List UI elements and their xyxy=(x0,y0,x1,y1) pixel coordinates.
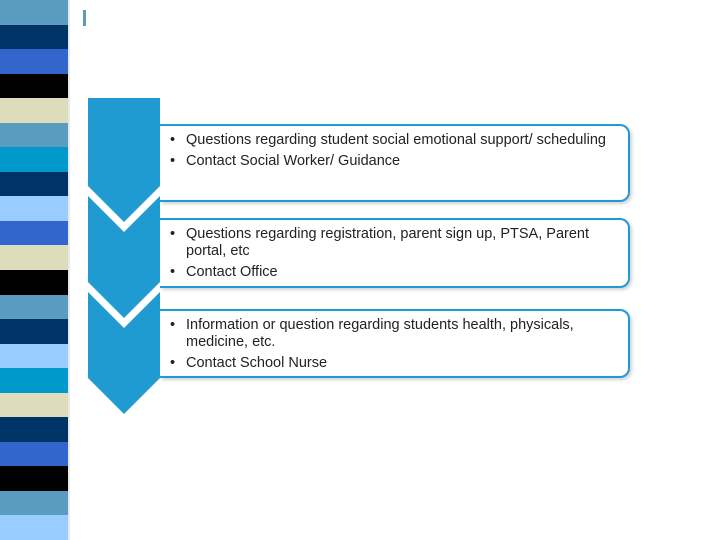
bullet-icon: • xyxy=(170,355,176,371)
step-3-contact xyxy=(168,355,618,372)
bullet-icon: • xyxy=(170,264,176,280)
bullet-icon: • xyxy=(170,132,176,148)
bullet-icon: • xyxy=(170,317,176,333)
step-2-contact xyxy=(168,264,618,281)
step-3-question xyxy=(168,317,618,351)
step-1-contact xyxy=(168,153,618,170)
bullet-icon: • xyxy=(170,153,176,169)
bullet-icon: • xyxy=(170,226,176,242)
step-1-contact-text: Contact Social Worker/ Guidance xyxy=(186,153,401,169)
step-3-question-text: Information or question regarding students health, physicals, medicine, etc. xyxy=(186,317,574,350)
step-3-contact-text: Contact School Nurse xyxy=(186,355,328,371)
chevron-step-1 xyxy=(88,98,160,222)
step-1-question xyxy=(168,132,618,149)
step-1-box xyxy=(160,124,630,202)
step-1-question-text: Questions regarding student social emotional support/ scheduling xyxy=(186,132,606,148)
step-2-question-text: Questions regarding registration, parent sign up, PTSA, Parent portal, etc xyxy=(186,226,589,259)
step-2-question xyxy=(168,226,618,260)
step-2-contact-text: Contact Office xyxy=(186,264,278,280)
step-2-box xyxy=(160,218,630,288)
step-3-box xyxy=(160,309,630,378)
